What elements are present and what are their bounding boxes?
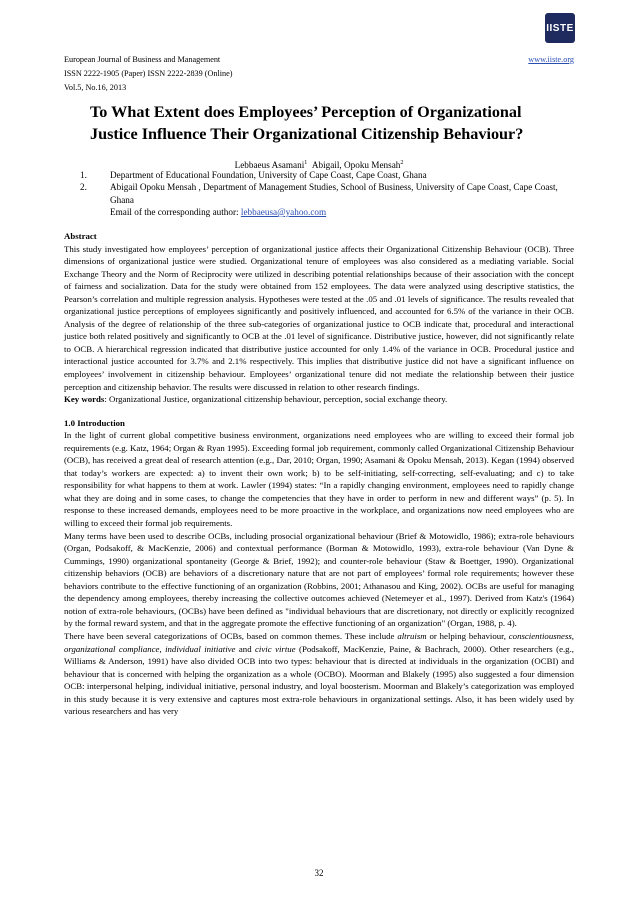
paper-body [64, 230, 574, 718]
iiste-logo: IISTE [545, 13, 575, 43]
keywords-text: : Organizational Justice, organizational citizenship behaviour, perception, social exchange theory. [104, 394, 448, 405]
issn-line: ISSN 2222-1905 (Paper) ISSN 2222-2839 (Online) [64, 69, 233, 78]
intro-paragraph-3 [64, 630, 574, 718]
p3-text-a: There have been several categorizations of OCBs, based on common themes. These include [64, 630, 398, 641]
affiliation-number: 1. [80, 170, 87, 180]
volume-line: Vol.5, No.16, 2013 [64, 83, 127, 92]
affiliation-item [80, 181, 578, 206]
abstract-text: This study investigated how employees’ perception of organizational justice affects their Organizational Citizenship Behaviour (OCB). Three dimensions of organizational justice were studied. Organizational tenure of employees was also considered as a mediating variable. Social Exchange Theory and the Norm of Reciprocity were utilized in describing potential relationships because of their association with the concept of fairness and socialization. Data for the study were obtained from 152 employees. The data were analyzed using descriptive statistics, the Pearson’s correlation and multiple regression analysis. Hypotheses were tested at the .05 and .01 levels of significance. The results revealed that organizational justice perceptions of employees significantly and positively influenced, and accounted for 6.5% of the variance in their OCB. Analysis of the degree of relationship of the three sub-categories of organizational justice to OCB indicate that, procedural and interactional justice both related positively and significantly to OCB at the .01 level of significance. Distributive justice, however, did not significantly relate to OCB. A hierarchical regression indicated that distributive justice accounted for only 1.4% of the variance in OCB. Procedural justice and interactional justice accounted for 3.7% and 2.1% respectively. This implies that distributive justice did not have a significant influence on employees’ involvement in citizenship behaviour. Employees’ organizational tenure did not mediate the relationship between their justice perception and citizenship behavior. The results were discussed in relation to other research findings. [64, 243, 574, 392]
affiliation-text: Department of Educational Foundation, University of Cape Coast, Cape Coast, Ghana [110, 170, 427, 180]
p3-italic-list: conscientiousness, organizational compliance, individual initiative [64, 630, 574, 654]
journal-header [64, 53, 574, 95]
paper-title: To What Extent does Employees’ Perception of Organizational Justice Influence Their Organizational Citizenship Behaviour? [90, 103, 524, 143]
affiliation-text: Abigail Opoku Mensah , Department of Management Studies, School of Business, University of Cape Coast, Cape Coast, Ghana [110, 182, 558, 205]
email-prefix: Email of the corresponding author: [110, 206, 241, 217]
keywords-line [64, 393, 574, 406]
email-link[interactable]: lebbaeusa@yahoo.com [240, 206, 327, 217]
p3-civic-virtue: civic virtue [255, 643, 296, 654]
author-1: Lebbaeus Asamani [234, 160, 305, 171]
journal-url-link[interactable]: www.iiste.org [528, 55, 574, 64]
page-number: 32 [314, 868, 324, 878]
author-2-sup: 2 [400, 160, 404, 166]
author-1-sup: 1 [304, 160, 308, 166]
intro-paragraph-2: Many terms have been used to describe OCBs, including prosocial organizational behaviour (Brief & Motowidlo, 1986); extra-role behaviours (Organ, Podsakoff, & MacKenzie, 2006) and contextual performance (Borman & Motowidlo, 1993), extra-role behaviour (Van Dyne & Cummings, 1990) organizational spontaneity (George & Brief, 1992); and counter-role behaviour (Staw & Boettger, 1990). Organizational citizenship behaviors (OCB) are behaviors of a discretionary nature that are not part of employees’ formal role requirements; however these behaviors contribute to the effective functioning of an organization (Robbins, 2001; Athanasou and King, 2002). OCBs are useful for managing the dependency among employees, thereby increasing the collective outcomes achieved (Netemeyer et al., 1997). Derived from Katz's (1964) notion of extra-role behaviours, (OCBs) have been defined as "individual behaviours that are discretionary, not directly or explicitly recognized by the formal reward system, and that in the aggregate promote the effective functioning of an organization" (Organ, 1988, p. 4). [64, 530, 574, 629]
p3-altruism: altruism [397, 630, 427, 641]
intro-paragraph-1: In the light of current global competitive business environment, organizations need employees who are willing to exceed their formal job requirements (e.g. Katz, 1964; Organ & Ryan 1995). Exceeding formal job requirement, commonly called Organizational Citizenship Behaviour (OCB), has received a great deal of research attention (e.g., Dar, 2010; Organ, 1990; Asamani & Opoku Mensah, 2013). Kegan (1994) observed that today’s workers are expected: a) to invent their own work; b) to be self-initiating, self-correcting, self-evaluating; and c) to take responsibility for what happens to them at work. Lawler (1994) states: “In a rapidly changing environment, employees need to rapidly change what they are doing and in some cases, to change the competencies that they have in order to perform in new and different ways” (p. 5). In response to these increased demands, employees need to be more proactive in the workplace, and organizations now need employees who are willing to exceed their formal job requirements. [64, 430, 574, 529]
corresponding-email-line [88, 206, 578, 218]
p3-text-c: (Podsakoff, MacKenzie, Paine, & Bachrach, 2000). Other researchers (e.g., Williams & Anderson, 1991) have also divided OCB into two types: behaviour that is directed at individuals in the organization (OCBI) and behaviour that is concerned with helping the organization as a whole (OCBO). Moorman and Blakely (1995) also suggested a four dimension OCB: interpersonal helping, individual initiative, personal industry, and loyal boosterism. Moorman and Blakely’s categorization was employed in this study because it is very extensive and captures most extra-role behaviours in organizational settings. Also, it has been widely used by various researchers and has very [64, 643, 574, 717]
author-2: Abigail, Opoku Mensah [311, 160, 401, 171]
affiliation-item [80, 169, 578, 181]
journal-name: European Journal of Business and Management [64, 55, 221, 64]
abstract-heading: Abstract [64, 231, 97, 241]
affiliations [80, 169, 578, 218]
intro-heading: 1.0 Introduction [64, 417, 125, 428]
affiliation-number: 2. [80, 182, 87, 193]
p3-text-b: or helping behaviour, [426, 630, 509, 641]
p3-and: and [235, 643, 256, 654]
keywords-label: Key words [64, 394, 105, 405]
